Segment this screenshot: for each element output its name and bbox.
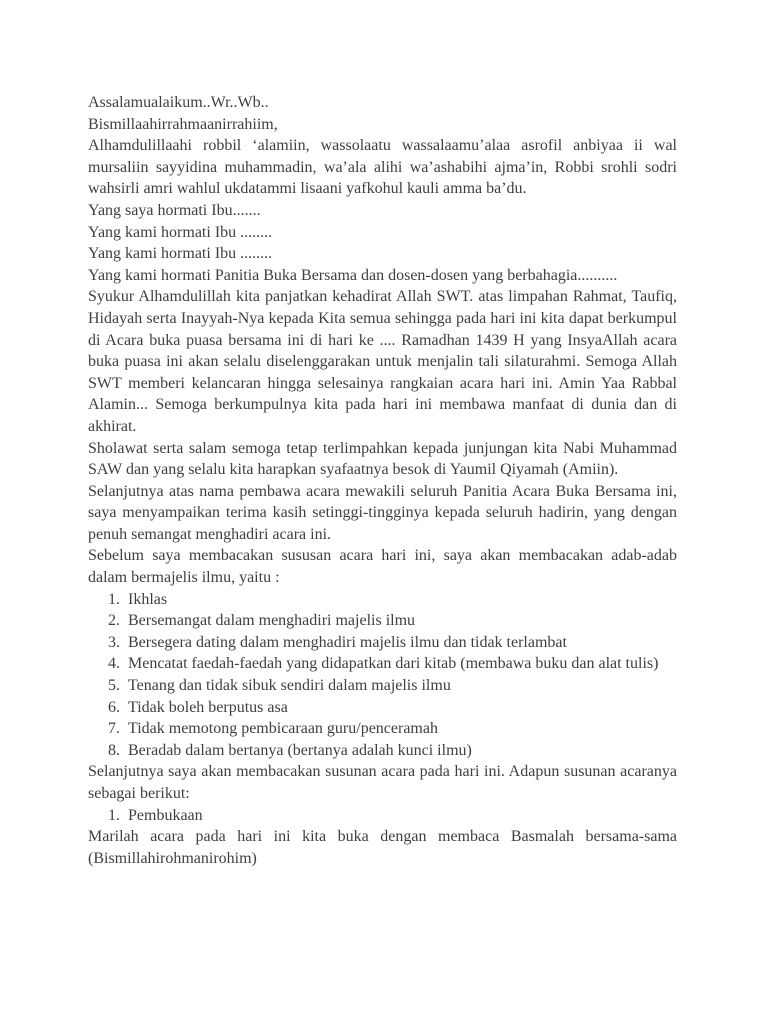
agenda-item-number: 1. (108, 806, 120, 824)
agenda-item-detail: Marilah acara pada hari ini kita buka dengan membaca Basmalah bersama-sama (Bismillahirohmanirohim) (88, 828, 677, 867)
list-item-number: 6. (108, 698, 120, 716)
list-item-text: Ikhlas (128, 590, 168, 608)
adab-list-item (88, 653, 677, 675)
adab-list-item (88, 740, 677, 762)
list-item-number: 1. (108, 590, 120, 608)
list-item-text: Tidak boleh berputus asa (128, 698, 288, 716)
adab-list-item (88, 697, 677, 719)
agenda-list (88, 805, 677, 870)
salutation-line: Yang kami hormati Ibu ........ (88, 245, 273, 263)
adab-list-item (88, 675, 677, 697)
salutations-section (88, 200, 677, 286)
adab-list-item (88, 610, 677, 632)
salutation-line: Yang kami hormati Ibu ........ (88, 223, 273, 241)
list-item-number: 4. (108, 655, 120, 673)
list-item-text: Bersegera dating dalam menghadiri majelis ilmu dan tidak terlambat (128, 633, 567, 651)
adab-list-item (88, 718, 677, 740)
list-item-number: 7. (108, 720, 120, 738)
list-item-number: 3. (108, 633, 120, 651)
bismillah-line: Bismillaahirrahmaanirrahiim, (88, 115, 278, 133)
list-item-number: 8. (108, 741, 120, 759)
list-item-number: 5. (108, 677, 120, 695)
list-item-number: 2. (108, 612, 120, 630)
agenda-intro-paragraph: Selanjutnya saya akan membacakan susunan acara pada hari ini. Adapun susunan acaranya sebagai berikut: (88, 763, 677, 802)
adab-intro-paragraph: Sebelum saya membacakan sususan acara hari ini, saya akan membacakan adab-adab dalam bermajelis ilmu, yaitu : (88, 547, 677, 587)
agenda-list-item (88, 805, 677, 870)
adab-list (88, 589, 677, 762)
list-item-text: Tidak memotong pembicaraan guru/penceramah (128, 720, 438, 738)
greeting-line: Assalamualaikum..Wr..Wb.. (88, 94, 269, 111)
document-body (88, 92, 677, 869)
adab-list-item (88, 632, 677, 654)
agenda-item-title: Pembukaan (128, 806, 203, 824)
list-item-text: Tenang dan tidak sibuk sendiri dalam majelis ilmu (128, 677, 451, 695)
opening-section (88, 114, 677, 200)
syukur-paragraph: Syukur Alhamdulillah kita panjatkan kehadirat Allah SWT. atas limpahan Rahmat, Taufiq, Hidayah serta Inayyah-Nya kepada Kita semua sehingga pada hari ini kita dapat berkumpul di Acara buka puasa bersama ini di hari ke .... Ramadhan 1439 H yang InsyaAllah acara buka puasa ini akan selalu diselenggarakan untuk menjalin tali silaturahmi. Semoga Allah SWT memberi kelancaran hingga selesainya rangkaian acara hari ini. Amin Yaa Rabbal Alamin... Semoga berkumpulnya kita pada hari ini membawa manfaat di dunia dan di akhirat. (88, 288, 677, 435)
adab-list-item (88, 589, 677, 611)
salutation-line: Yang kami hormati Panitia Buka Bersama dan dosen-dosen yang berbahagia.......... (88, 266, 618, 284)
sholawat-paragraph: Sholawat serta salam semoga tetap terlimpahkan kepada junjungan kita Nabi Muhammad SAW dan yang selalu kita harapkan syafaatnya besok di Yaumil Qiyamah (Amiin). (88, 439, 677, 479)
list-item-text: Bersemangat dalam menghadiri majelis ilmu (128, 612, 416, 630)
salutation-line: Yang saya hormati Ibu....... (88, 201, 261, 219)
list-item-text: Mencatat faedah-faedah yang didapatkan dari kitab (membawa buku dan alat tulis) (128, 655, 659, 673)
list-item-text: Beradab dalam bertanya (bertanya adalah kunci ilmu) (128, 741, 472, 759)
agenda-item-heading (88, 805, 677, 827)
thanks-paragraph: Selanjutnya atas nama pembawa acara mewakili seluruh Panitia Acara Buka Bersama ini, saya menyampaikan terima kasih setinggi-tingginya kepada seluruh hadirin, yang dengan penuh semangat menghadiri acara ini. (88, 482, 677, 543)
opening-prayer-paragraph: Alhamdulillaahi robbil ‘alamiin, wassolaatu wassalaamu’alaa asrofil anbiyaa ii wal mursaliin sayyidina muhammadin, wa’ala alihi wa’ashabihi ajma’in, Robbi srohli sodri wahsirli amri wahlul ukdatammi lisaani yafkohul kauli amma ba’du. (88, 137, 677, 198)
